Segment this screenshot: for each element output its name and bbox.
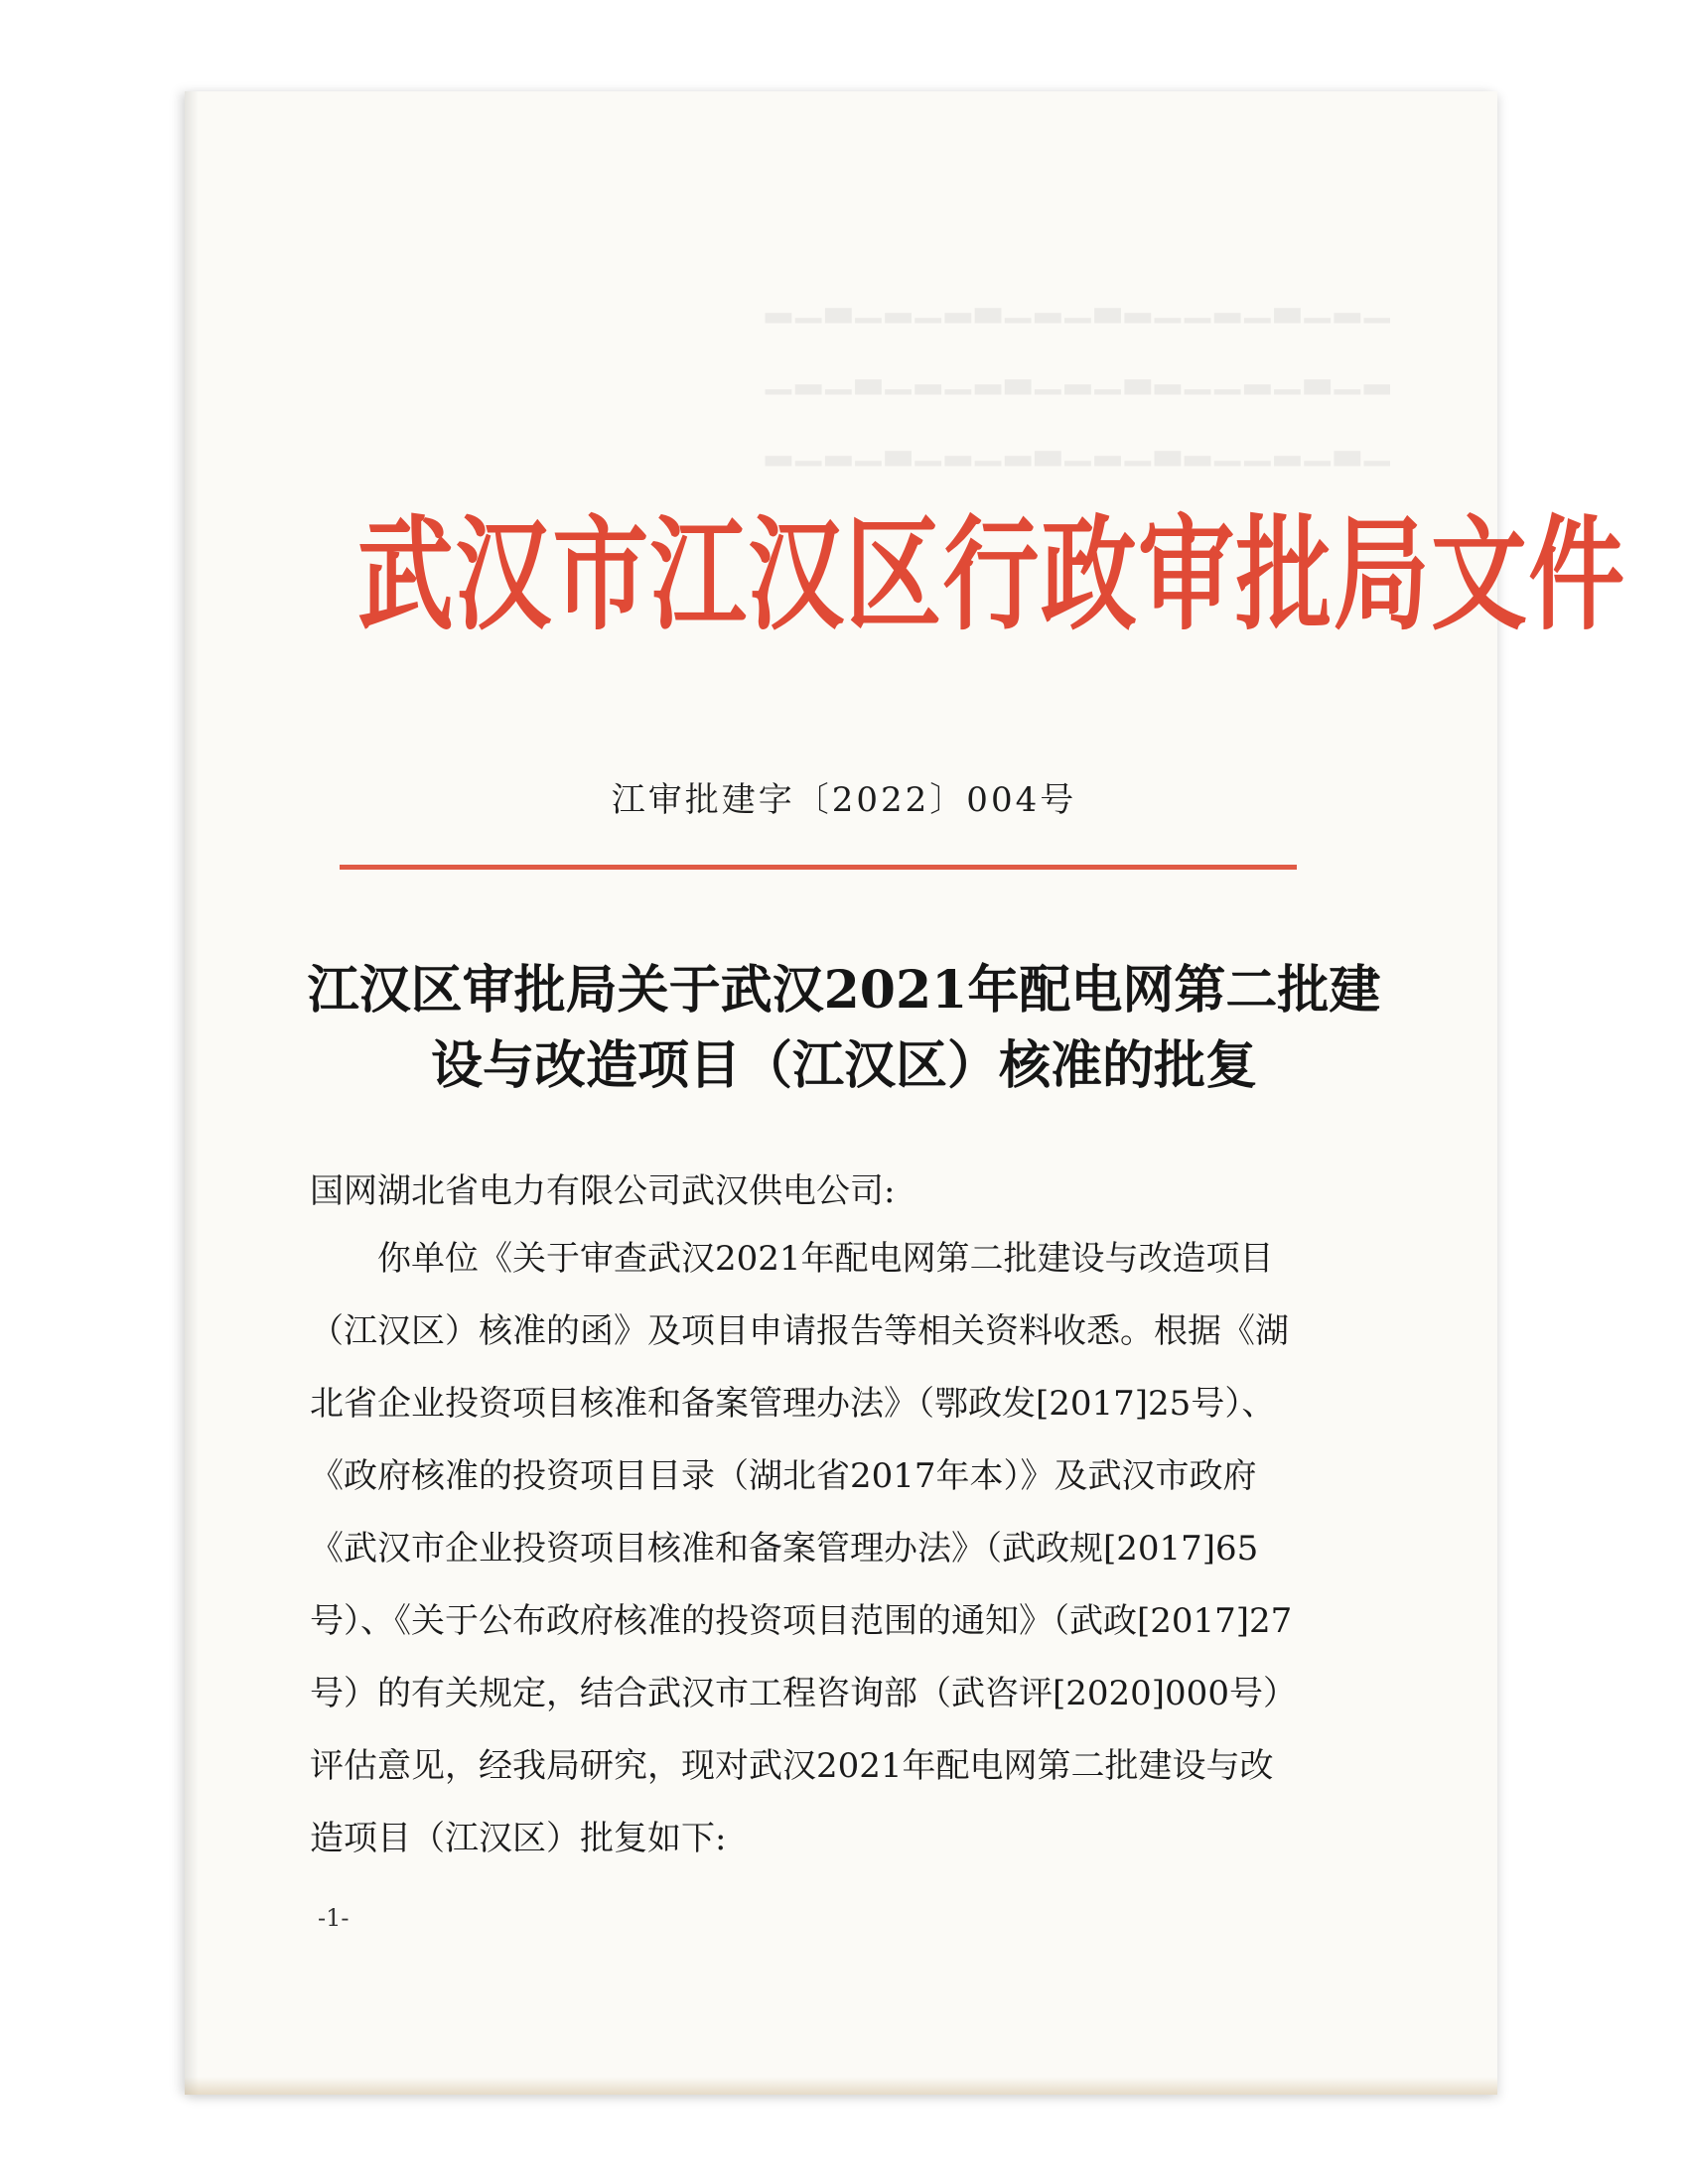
body-line: 号）、《关于公布政府核准的投资项目范围的通知》（武政[2017]27	[310, 1601, 1293, 1641]
bleed-through-texture: ▁▂▁▃▁▂▁▁▂▃▁▂▁▃▂▁▂▁▃▁▂ ▂▁▃▁▂▁▁▂▃▁▂▁▃▂▁▂▁▃▁▂▁ ▁▃▁▂▁▁▂▃▁▂▁▃▂▁▂▁▃▁▂▁▂	[761, 284, 1390, 467]
document-title	[258, 953, 1430, 1104]
body-line: 号）的有关规定，结合武汉市工程咨询部（武咨评[2020]000号）	[310, 1674, 1297, 1713]
title-line: 江汉区审批局关于武汉2021年配电网第二批建	[307, 960, 1381, 1021]
body-line: （江汉区）核准的函》及项目申请报告等相关资料收悉。根据《湖	[310, 1311, 1289, 1351]
body-line: 评估意见，经我局研究，现对武汉2021年配电网第二批建设与改	[310, 1746, 1274, 1786]
page-number: -1-	[318, 1904, 350, 1932]
document-masthead: 武汉市江汉区行政审批局文件	[357, 503, 1626, 647]
body-line: 北省企业投资项目核准和备案管理办法》（鄂政发[2017]25号）、	[310, 1384, 1276, 1424]
body-line: 《武汉市企业投资项目核准和备案管理办法》（武政规[2017]65	[310, 1529, 1259, 1569]
title-line: 设与改造项目（江汉区）核准的批复	[430, 1035, 1257, 1096]
body-line: 《政府核准的投资项目目录（湖北省2017年本）》及武汉市政府	[310, 1456, 1257, 1496]
body-line: 造项目（江汉区）批复如下:	[310, 1819, 727, 1858]
addressee: 国网湖北省电力有限公司武汉供电公司:	[310, 1171, 896, 1211]
document-number: 江审批建字〔2022〕004号	[611, 780, 1077, 820]
red-separator-line	[340, 865, 1297, 870]
body-line: 你单位《关于审查武汉2021年配电网第二批建设与改造项目	[377, 1239, 1274, 1279]
